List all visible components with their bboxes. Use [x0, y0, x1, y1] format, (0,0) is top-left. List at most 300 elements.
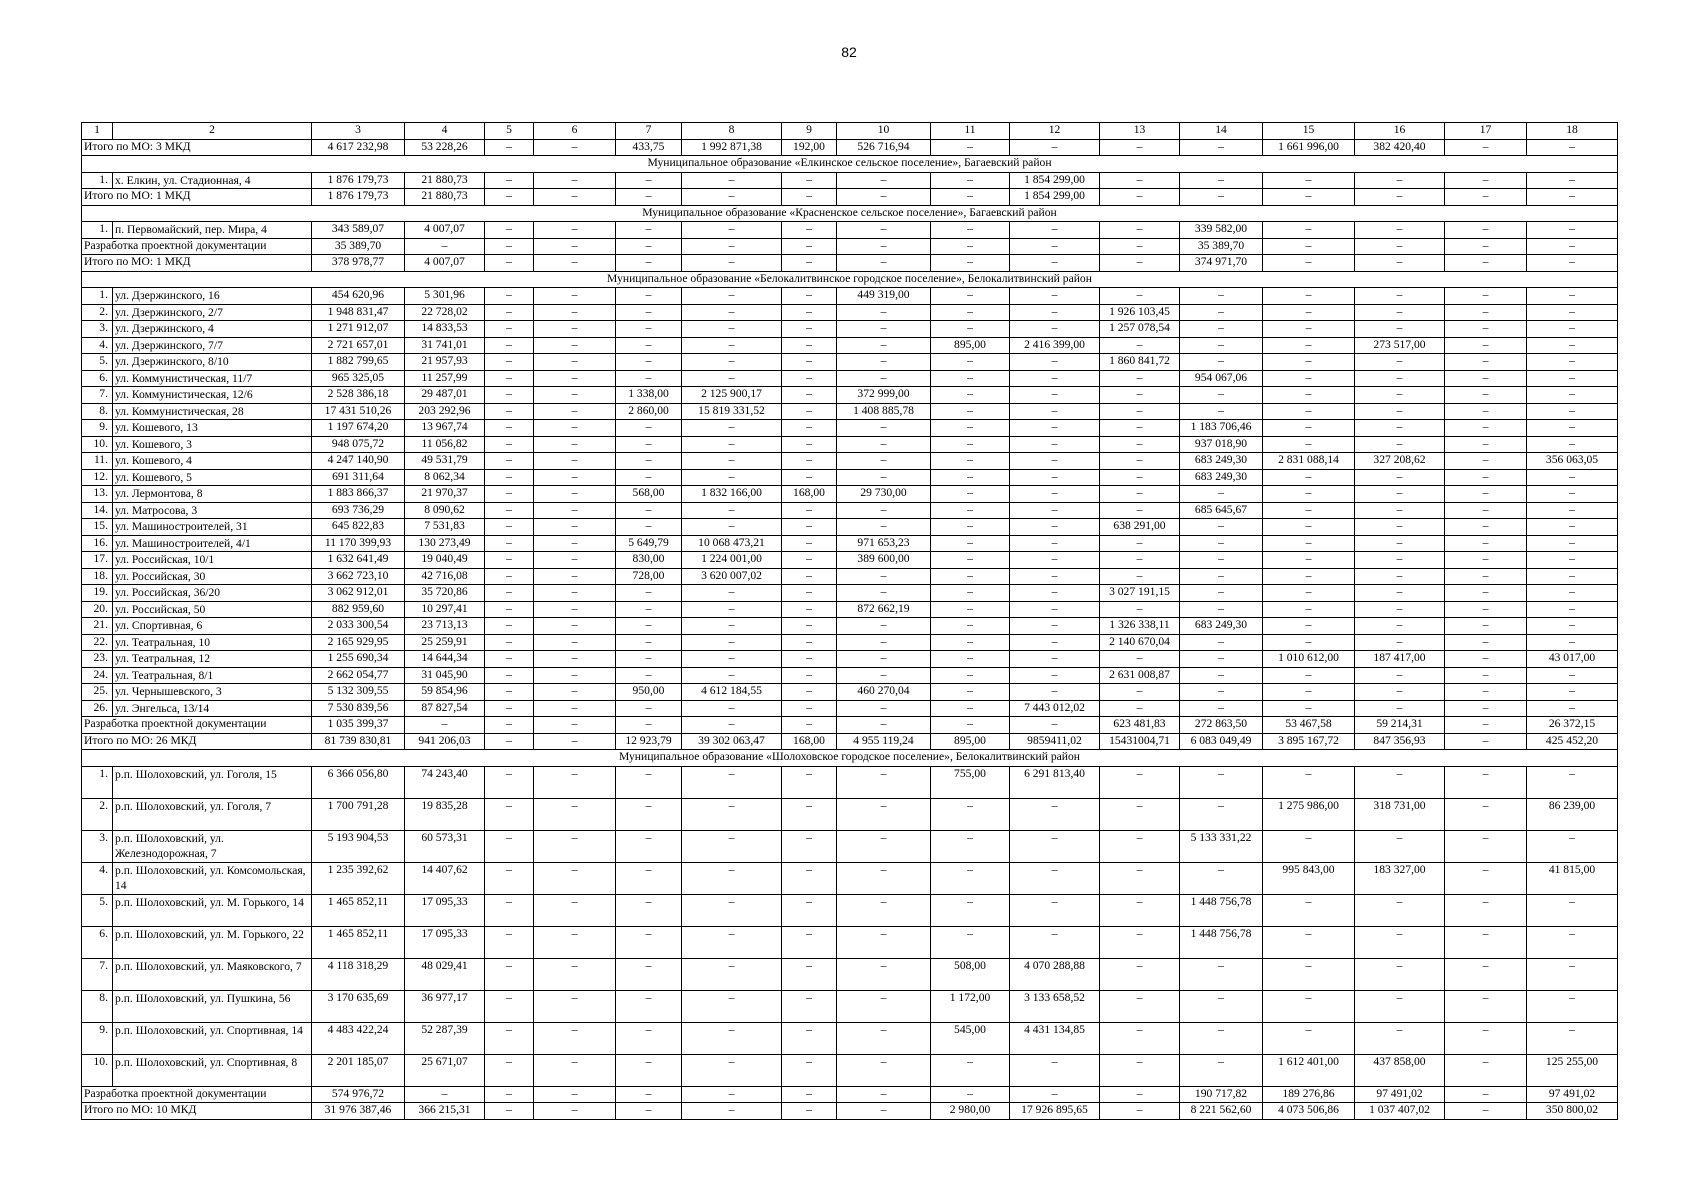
- cell-col-13: –: [1100, 238, 1180, 255]
- cell-col-4: 17 095,33: [405, 926, 485, 958]
- cell-col-5: –: [485, 684, 534, 701]
- cell-col-17: –: [1445, 1086, 1527, 1103]
- cell-col-13: –: [1100, 1022, 1180, 1054]
- table-row: [82, 469, 1618, 486]
- cell-col-13: –: [1100, 222, 1180, 239]
- cell-col-8: –: [682, 255, 782, 272]
- cell-col-3: 1 035 399,37: [312, 717, 405, 734]
- cell-col-18: –: [1527, 830, 1618, 862]
- cell-col-12: 7 443 012,02: [1010, 700, 1100, 717]
- row-index: 5.: [82, 354, 113, 371]
- cell-col-15: –: [1263, 552, 1355, 569]
- cell-col-3: 378 978,77: [312, 255, 405, 272]
- cell-col-7: –: [616, 453, 682, 470]
- cell-col-18: –: [1527, 486, 1618, 503]
- section-title: Муниципальное образование «Елкинское сельское поселение», Багаевский район: [82, 156, 1618, 173]
- cell-col-7: –: [616, 700, 682, 717]
- cell-col-9: –: [782, 255, 837, 272]
- table-row: [82, 651, 1618, 668]
- cell-col-14: 5 133 331,22: [1180, 830, 1263, 862]
- cell-col-6: –: [534, 189, 616, 206]
- cell-col-5: –: [485, 618, 534, 635]
- cell-col-9: –: [782, 634, 837, 651]
- cell-col-13: –: [1100, 568, 1180, 585]
- cell-col-18: –: [1527, 304, 1618, 321]
- cell-col-18: –: [1527, 403, 1618, 420]
- cell-col-9: –: [782, 436, 837, 453]
- cell-col-16: –: [1355, 403, 1445, 420]
- cell-col-18: –: [1527, 370, 1618, 387]
- cell-col-11: –: [931, 552, 1010, 569]
- cell-col-13: 2 140 670,04: [1100, 634, 1180, 651]
- cell-col-10: –: [837, 238, 931, 255]
- cell-col-18: –: [1527, 519, 1618, 536]
- cell-col-7: –: [616, 304, 682, 321]
- cell-col-11: –: [931, 436, 1010, 453]
- cell-col-5: –: [485, 958, 534, 990]
- cell-col-9: –: [782, 1086, 837, 1103]
- cell-col-14: –: [1180, 700, 1263, 717]
- cell-col-6: –: [534, 1086, 616, 1103]
- cell-col-4: –: [405, 1086, 485, 1103]
- cell-col-10: 526 716,94: [837, 139, 931, 156]
- cell-col-10: –: [837, 830, 931, 862]
- cell-col-18: 350 800,02: [1527, 1103, 1618, 1120]
- cell-col-11: –: [931, 830, 1010, 862]
- cell-col-16: –: [1355, 288, 1445, 305]
- cell-col-12: –: [1010, 403, 1100, 420]
- cell-col-15: –: [1263, 321, 1355, 338]
- cell-col-4: 14 833,53: [405, 321, 485, 338]
- cell-col-11: 895,00: [931, 337, 1010, 354]
- data-table: [81, 122, 1618, 1120]
- cell-col-5: –: [485, 634, 534, 651]
- column-header: 13: [1100, 123, 1180, 140]
- cell-col-6: –: [534, 684, 616, 701]
- cell-col-7: –: [616, 337, 682, 354]
- cell-col-15: –: [1263, 766, 1355, 798]
- table-row: [82, 766, 1618, 798]
- cell-col-15: –: [1263, 894, 1355, 926]
- cell-col-15: –: [1263, 337, 1355, 354]
- cell-col-12: –: [1010, 238, 1100, 255]
- cell-col-13: –: [1100, 862, 1180, 894]
- row-address: ул. Дзержинского, 7/7: [113, 337, 312, 354]
- row-label: Итого по МО: 26 МКД: [82, 733, 312, 750]
- cell-col-11: –: [931, 601, 1010, 618]
- cell-col-4: 42 716,08: [405, 568, 485, 585]
- cell-col-6: –: [534, 618, 616, 635]
- cell-col-4: 203 292,96: [405, 403, 485, 420]
- cell-col-17: –: [1445, 585, 1527, 602]
- cell-col-7: 433,75: [616, 139, 682, 156]
- cell-col-17: –: [1445, 733, 1527, 750]
- cell-col-15: 53 467,58: [1263, 717, 1355, 734]
- cell-col-16: 1 037 407,02: [1355, 1103, 1445, 1120]
- cell-col-16: –: [1355, 387, 1445, 404]
- cell-col-10: –: [837, 862, 931, 894]
- cell-col-12: –: [1010, 321, 1100, 338]
- cell-col-11: –: [931, 453, 1010, 470]
- page-number: 82: [841, 44, 857, 60]
- cell-col-10: –: [837, 337, 931, 354]
- cell-col-14: 190 717,82: [1180, 1086, 1263, 1103]
- cell-col-12: –: [1010, 535, 1100, 552]
- cell-col-16: –: [1355, 519, 1445, 536]
- cell-col-17: –: [1445, 798, 1527, 830]
- cell-col-16: –: [1355, 535, 1445, 552]
- row-index: 2.: [82, 798, 113, 830]
- cell-col-17: –: [1445, 288, 1527, 305]
- cell-col-8: –: [682, 894, 782, 926]
- cell-col-15: 1 010 612,00: [1263, 651, 1355, 668]
- cell-col-13: –: [1100, 189, 1180, 206]
- cell-col-18: 125 255,00: [1527, 1054, 1618, 1086]
- cell-col-11: –: [931, 486, 1010, 503]
- row-address: р.п. Шолоховский, ул. Спортивная, 14: [113, 1022, 312, 1054]
- cell-col-16: 183 327,00: [1355, 862, 1445, 894]
- cell-col-10: –: [837, 634, 931, 651]
- row-index: 2.: [82, 304, 113, 321]
- cell-col-11: 545,00: [931, 1022, 1010, 1054]
- cell-col-12: –: [1010, 634, 1100, 651]
- cell-col-8: –: [682, 667, 782, 684]
- cell-col-10: –: [837, 453, 931, 470]
- cell-col-7: –: [616, 502, 682, 519]
- cell-col-8: –: [682, 222, 782, 239]
- cell-col-10: –: [837, 894, 931, 926]
- cell-col-13: –: [1100, 370, 1180, 387]
- cell-col-15: 189 276,86: [1263, 1086, 1355, 1103]
- cell-col-4: 21 880,73: [405, 172, 485, 189]
- cell-col-4: 366 215,31: [405, 1103, 485, 1120]
- cell-col-18: –: [1527, 618, 1618, 635]
- table-row: [82, 387, 1618, 404]
- cell-col-10: 1 408 885,78: [837, 403, 931, 420]
- table-row: [82, 684, 1618, 701]
- row-address: ул. Машиностроителей, 31: [113, 519, 312, 536]
- cell-col-4: 21 880,73: [405, 189, 485, 206]
- cell-col-13: –: [1100, 172, 1180, 189]
- row-index: 13.: [82, 486, 113, 503]
- cell-col-18: –: [1527, 667, 1618, 684]
- cell-col-11: 895,00: [931, 733, 1010, 750]
- cell-col-5: –: [485, 189, 534, 206]
- cell-col-14: 339 582,00: [1180, 222, 1263, 239]
- cell-col-18: –: [1527, 139, 1618, 156]
- cell-col-18: –: [1527, 189, 1618, 206]
- cell-col-16: –: [1355, 766, 1445, 798]
- cell-col-18: –: [1527, 337, 1618, 354]
- cell-col-17: –: [1445, 469, 1527, 486]
- summary-row: [82, 1086, 1618, 1103]
- cell-col-13: 15431004,71: [1100, 733, 1180, 750]
- cell-col-14: –: [1180, 304, 1263, 321]
- cell-col-14: –: [1180, 354, 1263, 371]
- cell-col-18: –: [1527, 321, 1618, 338]
- cell-col-5: –: [485, 830, 534, 862]
- cell-col-4: 21 970,37: [405, 486, 485, 503]
- cell-col-13: –: [1100, 387, 1180, 404]
- summary-row: [82, 733, 1618, 750]
- cell-col-12: –: [1010, 436, 1100, 453]
- cell-col-6: –: [534, 420, 616, 437]
- summary-row: [82, 139, 1618, 156]
- cell-col-4: 52 287,39: [405, 1022, 485, 1054]
- cell-col-9: –: [782, 766, 837, 798]
- cell-col-8: –: [682, 469, 782, 486]
- cell-col-10: 29 730,00: [837, 486, 931, 503]
- cell-col-10: –: [837, 502, 931, 519]
- cell-col-6: –: [534, 568, 616, 585]
- row-index: 14.: [82, 502, 113, 519]
- column-header: 10: [837, 123, 931, 140]
- cell-col-9: –: [782, 618, 837, 635]
- cell-col-10: –: [837, 172, 931, 189]
- cell-col-6: –: [534, 337, 616, 354]
- cell-col-6: –: [534, 519, 616, 536]
- cell-col-15: –: [1263, 667, 1355, 684]
- summary-row: [82, 717, 1618, 734]
- row-index: 24.: [82, 667, 113, 684]
- cell-col-7: –: [616, 634, 682, 651]
- cell-col-16: 187 417,00: [1355, 651, 1445, 668]
- cell-col-8: 3 620 007,02: [682, 568, 782, 585]
- row-address: ул. Театральная, 12: [113, 651, 312, 668]
- cell-col-18: –: [1527, 469, 1618, 486]
- cell-col-18: –: [1527, 222, 1618, 239]
- cell-col-3: 7 530 839,56: [312, 700, 405, 717]
- cell-col-5: –: [485, 519, 534, 536]
- cell-col-14: 1 448 756,78: [1180, 894, 1263, 926]
- cell-col-13: 1 860 841,72: [1100, 354, 1180, 371]
- cell-col-7: 2 860,00: [616, 403, 682, 420]
- cell-col-8: 39 302 063,47: [682, 733, 782, 750]
- cell-col-11: –: [931, 354, 1010, 371]
- cell-col-3: 1 700 791,28: [312, 798, 405, 830]
- cell-col-12: 3 133 658,52: [1010, 990, 1100, 1022]
- row-index: 6.: [82, 370, 113, 387]
- cell-col-3: 1 255 690,34: [312, 651, 405, 668]
- cell-col-5: –: [485, 288, 534, 305]
- cell-col-12: –: [1010, 552, 1100, 569]
- cell-col-17: –: [1445, 618, 1527, 635]
- cell-col-14: –: [1180, 519, 1263, 536]
- cell-col-14: 1 448 756,78: [1180, 926, 1263, 958]
- cell-col-8: –: [682, 618, 782, 635]
- cell-col-16: –: [1355, 601, 1445, 618]
- cell-col-4: 4 007,07: [405, 255, 485, 272]
- row-index: 9.: [82, 420, 113, 437]
- cell-col-7: –: [616, 830, 682, 862]
- cell-col-3: 343 589,07: [312, 222, 405, 239]
- cell-col-11: –: [931, 222, 1010, 239]
- cell-col-7: –: [616, 717, 682, 734]
- cell-col-14: –: [1180, 535, 1263, 552]
- cell-col-10: –: [837, 255, 931, 272]
- cell-col-5: –: [485, 585, 534, 602]
- table-row: [82, 370, 1618, 387]
- cell-col-10: –: [837, 354, 931, 371]
- table-row: [82, 321, 1618, 338]
- cell-col-11: –: [931, 502, 1010, 519]
- cell-col-12: –: [1010, 830, 1100, 862]
- cell-col-11: –: [931, 519, 1010, 536]
- cell-col-14: –: [1180, 667, 1263, 684]
- cell-col-17: –: [1445, 862, 1527, 894]
- cell-col-9: –: [782, 717, 837, 734]
- cell-col-5: –: [485, 766, 534, 798]
- cell-col-4: 941 206,03: [405, 733, 485, 750]
- cell-col-15: –: [1263, 585, 1355, 602]
- cell-col-3: 1 948 831,47: [312, 304, 405, 321]
- cell-col-7: –: [616, 321, 682, 338]
- cell-col-11: –: [931, 255, 1010, 272]
- row-index: 4.: [82, 337, 113, 354]
- table-row: [82, 1054, 1618, 1086]
- cell-col-3: 948 075,72: [312, 436, 405, 453]
- cell-col-11: –: [931, 862, 1010, 894]
- cell-col-6: –: [534, 288, 616, 305]
- cell-col-9: –: [782, 700, 837, 717]
- cell-col-4: 8 062,34: [405, 469, 485, 486]
- cell-col-6: –: [534, 486, 616, 503]
- cell-col-6: –: [534, 387, 616, 404]
- cell-col-16: 437 858,00: [1355, 1054, 1445, 1086]
- cell-col-13: –: [1100, 1054, 1180, 1086]
- cell-col-7: –: [616, 926, 682, 958]
- cell-col-9: 168,00: [782, 733, 837, 750]
- cell-col-14: –: [1180, 585, 1263, 602]
- cell-col-5: –: [485, 667, 534, 684]
- cell-col-15: –: [1263, 288, 1355, 305]
- cell-col-7: –: [616, 958, 682, 990]
- cell-col-12: –: [1010, 926, 1100, 958]
- cell-col-7: –: [616, 255, 682, 272]
- column-header: 18: [1527, 123, 1618, 140]
- cell-col-4: 19 040,49: [405, 552, 485, 569]
- cell-col-4: 35 720,86: [405, 585, 485, 602]
- cell-col-3: 1 882 799,65: [312, 354, 405, 371]
- summary-row: [82, 189, 1618, 206]
- cell-col-6: –: [534, 321, 616, 338]
- cell-col-8: 1 224 001,00: [682, 552, 782, 569]
- section-header-row: [82, 205, 1618, 222]
- cell-col-17: –: [1445, 667, 1527, 684]
- cell-col-11: –: [931, 403, 1010, 420]
- cell-col-12: 4 431 134,85: [1010, 1022, 1100, 1054]
- cell-col-13: –: [1100, 502, 1180, 519]
- cell-col-5: –: [485, 387, 534, 404]
- cell-col-6: –: [534, 535, 616, 552]
- cell-col-9: –: [782, 1022, 837, 1054]
- row-address: ул. Дзержинского, 8/10: [113, 354, 312, 371]
- cell-col-7: –: [616, 601, 682, 618]
- cell-col-6: –: [534, 830, 616, 862]
- cell-col-15: –: [1263, 486, 1355, 503]
- row-index: 3.: [82, 321, 113, 338]
- cell-col-4: 4 007,07: [405, 222, 485, 239]
- cell-col-18: –: [1527, 1022, 1618, 1054]
- row-address: р.п. Шолоховский, ул. Комсомольская, 14: [113, 862, 312, 894]
- cell-col-13: –: [1100, 453, 1180, 470]
- cell-col-5: –: [485, 172, 534, 189]
- cell-col-18: –: [1527, 568, 1618, 585]
- row-index: 19.: [82, 585, 113, 602]
- cell-col-14: 1 183 706,46: [1180, 420, 1263, 437]
- row-address: ул. Театральная, 8/1: [113, 667, 312, 684]
- cell-col-8: –: [682, 453, 782, 470]
- cell-col-16: –: [1355, 926, 1445, 958]
- cell-col-17: –: [1445, 535, 1527, 552]
- cell-col-3: 6 366 056,80: [312, 766, 405, 798]
- row-address: ул. Кошевого, 3: [113, 436, 312, 453]
- cell-col-14: –: [1180, 798, 1263, 830]
- cell-col-8: –: [682, 634, 782, 651]
- cell-col-10: –: [837, 700, 931, 717]
- cell-col-16: –: [1355, 222, 1445, 239]
- cell-col-6: –: [534, 502, 616, 519]
- cell-col-15: 4 073 506,86: [1263, 1103, 1355, 1120]
- cell-col-8: 1 832 166,00: [682, 486, 782, 503]
- cell-col-15: 1 612 401,00: [1263, 1054, 1355, 1086]
- cell-col-18: –: [1527, 990, 1618, 1022]
- cell-col-8: –: [682, 798, 782, 830]
- cell-col-13: –: [1100, 486, 1180, 503]
- cell-col-10: –: [837, 798, 931, 830]
- cell-col-11: –: [931, 370, 1010, 387]
- cell-col-5: –: [485, 502, 534, 519]
- cell-col-17: –: [1445, 354, 1527, 371]
- cell-col-15: 995 843,00: [1263, 862, 1355, 894]
- row-index: 10.: [82, 436, 113, 453]
- cell-col-9: –: [782, 354, 837, 371]
- cell-col-9: –: [782, 519, 837, 536]
- cell-col-18: 356 063,05: [1527, 453, 1618, 470]
- row-address: ул. Кошевого, 5: [113, 469, 312, 486]
- row-address: ул. Дзержинского, 16: [113, 288, 312, 305]
- cell-col-10: –: [837, 189, 931, 206]
- row-label: Итого по МО: 1 МКД: [82, 189, 312, 206]
- cell-col-3: 2 662 054,77: [312, 667, 405, 684]
- cell-col-6: –: [534, 469, 616, 486]
- cell-col-13: –: [1100, 830, 1180, 862]
- cell-col-5: –: [485, 337, 534, 354]
- cell-col-16: –: [1355, 894, 1445, 926]
- cell-col-13: –: [1100, 651, 1180, 668]
- cell-col-14: –: [1180, 321, 1263, 338]
- cell-col-17: –: [1445, 387, 1527, 404]
- cell-col-16: –: [1355, 552, 1445, 569]
- cell-col-10: 449 319,00: [837, 288, 931, 305]
- cell-col-18: –: [1527, 172, 1618, 189]
- column-header: 15: [1263, 123, 1355, 140]
- cell-col-17: –: [1445, 172, 1527, 189]
- cell-col-10: –: [837, 667, 931, 684]
- cell-col-17: –: [1445, 717, 1527, 734]
- cell-col-14: –: [1180, 651, 1263, 668]
- cell-col-15: –: [1263, 304, 1355, 321]
- cell-col-11: –: [931, 1086, 1010, 1103]
- cell-col-18: –: [1527, 926, 1618, 958]
- cell-col-11: –: [931, 568, 1010, 585]
- row-index: 7.: [82, 958, 113, 990]
- section-header-row: [82, 271, 1618, 288]
- cell-col-10: –: [837, 436, 931, 453]
- cell-col-14: –: [1180, 337, 1263, 354]
- cell-col-4: 36 977,17: [405, 990, 485, 1022]
- cell-col-4: 25 259,91: [405, 634, 485, 651]
